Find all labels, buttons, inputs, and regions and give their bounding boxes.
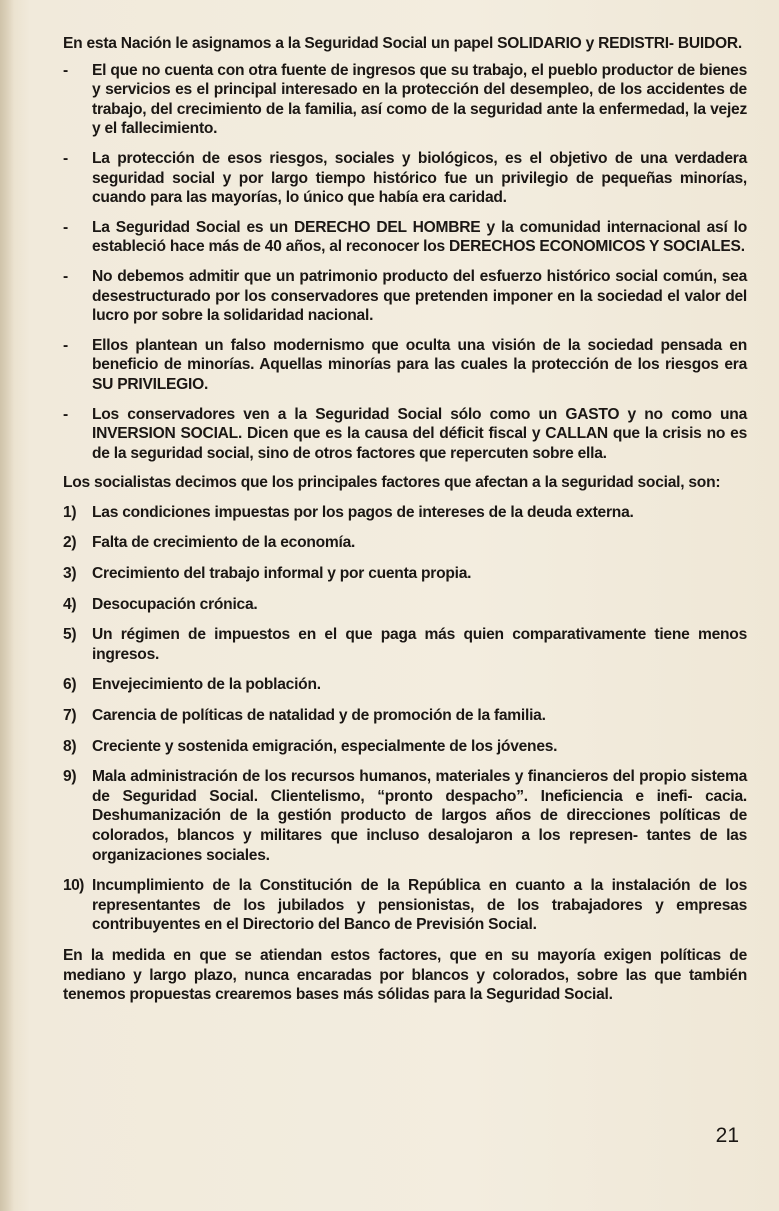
factor-text: Falta de crecimiento de la economía. xyxy=(92,534,356,552)
factors-lead-paragraph: Los socialistas decimos que los principales factores que afectan a la seguridad social, son: xyxy=(63,474,721,492)
factor-text: Desocupación crónica. xyxy=(92,595,258,613)
factor-number: 8) xyxy=(63,737,77,755)
factor-number: 6) xyxy=(63,676,77,694)
factor-text: Envejecimiento de la población. xyxy=(92,676,321,694)
bullet-text: La protección de esos riesgos, sociales y biológicos, es el objetivo de una verdadera seguridad social y por largo tiempo histórico fue un privilegio de pequeñas minorías, cuando para las mayorías, lo único que había era caridad. xyxy=(92,149,747,207)
factor-number: 7) xyxy=(63,707,77,725)
factor-item xyxy=(63,876,747,935)
factor-number: 3) xyxy=(63,565,77,583)
factor-number: 2) xyxy=(63,534,77,552)
factors-list xyxy=(63,503,747,935)
factor-text: Un régimen de impuestos en el que paga más quien comparativamente tiene menos ingresos. xyxy=(92,626,747,663)
bullet-item xyxy=(63,218,747,257)
bullet-item xyxy=(63,61,747,139)
bullet-dash: - xyxy=(63,267,68,285)
factor-number: 10) xyxy=(63,877,84,895)
bullet-text: La Seguridad Social es un DERECHO DEL HOMBRE y la comunidad internacional así lo estableció hace más de 40 años, al reconocer los DERECHOS ECONOMICOS Y SOCIALES. xyxy=(92,218,747,256)
factor-item xyxy=(63,533,747,553)
factor-item xyxy=(63,564,747,584)
bullet-list xyxy=(63,61,747,464)
factor-text: Carencia de políticas de natalidad y de promoción de la familia. xyxy=(92,707,546,725)
bullet-item xyxy=(63,405,747,464)
bullet-item xyxy=(63,267,747,326)
page-body xyxy=(63,34,747,1005)
factor-number: 4) xyxy=(63,595,77,613)
factor-item xyxy=(63,737,747,757)
factor-item xyxy=(63,706,747,726)
factor-item xyxy=(63,767,747,865)
intro-paragraph: En esta Nación le asignamos a la Seguridad Social un papel SOLIDARIO y REDISTRI- BUIDOR. xyxy=(63,35,743,52)
bullet-text: Los conservadores ven a la Seguridad Social sólo como un GASTO y no como una INVERSION SOCIAL. Dicen que es la causa del déficit fiscal y CALLAN que la crisis no es de la seguridad social, sino de otros factores que repercuten sobre ella. xyxy=(92,405,747,462)
factor-text: Mala administración de los recursos humanos, materiales y financieros del propio sistema de Seguridad Social. Clientelismo, “pronto despacho”. Ineficiencia e inefi- cacia. Deshumanización de la gestión producto de largos años de direcciones políticas de colorados, blancos y militares que incluso desalojaron a los represen- tantes de las organizaciones sociales. xyxy=(92,768,747,864)
book-spine-shadow xyxy=(0,0,14,1211)
factor-number: 1) xyxy=(63,503,77,521)
factor-text: Las condiciones impuestas por los pagos de intereses de la deuda externa. xyxy=(92,503,634,521)
bullet-dash: - xyxy=(63,218,68,236)
factor-item xyxy=(63,503,747,523)
factor-text: Incumplimiento de la Constitución de la República en cuanto a la instalación de los representantes de los jubilados y pensionistas, de los trabajadores y empresas contribuyentes en el Directorio del Banco de Previsión Social. xyxy=(92,877,747,934)
factor-number: 5) xyxy=(63,626,77,644)
bullet-item xyxy=(63,149,747,208)
bullet-dash: - xyxy=(63,336,68,354)
bullet-text: Ellos plantean un falso modernismo que oculta una visión de la sociedad pensada en beneficio de minorías. Aquellas minorías para las cuales la protección de los riesgos era SU PRIVILEGIO. xyxy=(92,336,747,393)
factor-item xyxy=(63,595,747,615)
bullet-item xyxy=(63,336,747,395)
bullet-text: El que no cuenta con otra fuente de ingresos que su trabajo, el pueblo productor de bienes y servicios es el principal interesado en la protección del desempleo, de los accidentes de trabajo, del crecimiento de la familia, así como de la seguridad ante la enfermedad, la vejez y el fallecimiento. xyxy=(92,61,747,138)
factor-item xyxy=(63,675,747,695)
bullet-text: No debemos admitir que un patrimonio producto del esfuerzo histórico social común, sea desestructurado por los conservadores que pretenden imponer en la sociedad el valor del lucro por sobre la solidaridad nacional. xyxy=(92,267,747,325)
bullet-dash: - xyxy=(63,61,68,79)
page-number: 21 xyxy=(715,1124,739,1147)
bullet-dash: - xyxy=(63,405,68,423)
factor-text: Crecimiento del trabajo informal y por cuenta propia. xyxy=(92,565,472,583)
factor-number: 9) xyxy=(63,768,77,786)
factor-item xyxy=(63,625,747,664)
closing-paragraph: En la medida en que se atiendan estos factores, que en su mayoría exigen políticas de mediano y largo plazo, nunca encaradas por blancos y colorados, sobre las que también tenemos propuestas crearemos bases más sólidas para la Seguridad Social. xyxy=(63,946,747,1004)
factor-text: Creciente y sostenida emigración, especialmente de los jóvenes. xyxy=(92,737,558,755)
bullet-dash: - xyxy=(63,149,68,167)
